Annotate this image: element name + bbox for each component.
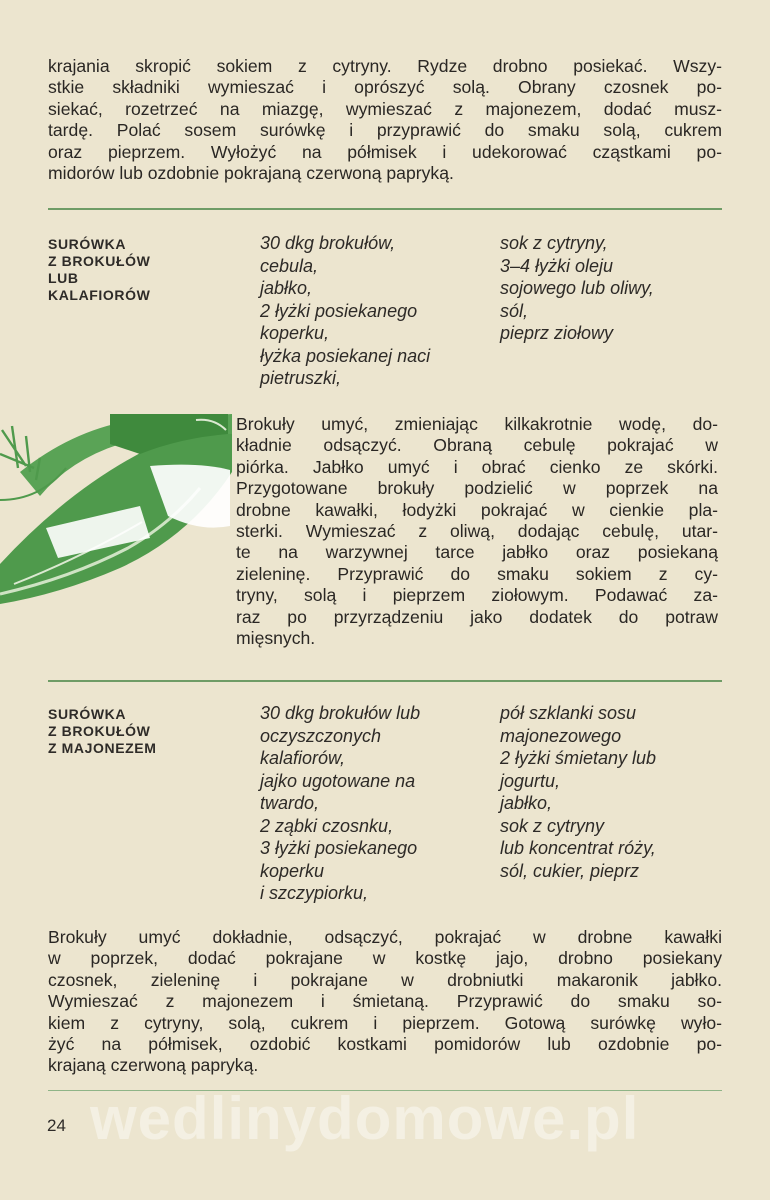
text-line: Brokuły umyć dokładnie, odsączyć, pokrajać w drobne kawałki (48, 927, 722, 947)
text-line: te na warzywnej tarce jabłko oraz posiekaną (236, 542, 718, 563)
text-line: Brokuły umyć, zmieniając kilkakrotnie wodę, do- (236, 414, 718, 434)
ingredient-item: lub koncentrat róży, (500, 838, 656, 858)
text-line: kładnie odsączyć. Obraną cebulę pokrajać w (236, 435, 718, 456)
title-line: SURÓWKA (48, 236, 127, 252)
ingredient-item: 3–4 łyżki oleju (500, 255, 614, 276)
broccoli-salad-illustration (0, 408, 232, 606)
title-line: Z BROKUŁÓW (48, 723, 151, 739)
text-line: tryny, solą i pieprzem ziołowym. Podawać za- (236, 585, 718, 606)
text-line: midorów lub ozdobnie pokrajaną czerwoną papryką. (48, 163, 454, 184)
ingredient-item: sok z cytryny (500, 815, 605, 836)
text-line: krajaną czerwoną papryką. (48, 1055, 259, 1076)
ingredient-item: łyżka posiekanej naci (260, 345, 431, 366)
ingredient-item: 2 łyżki posiekanego (260, 300, 418, 321)
ingredient-item: pół szklanki sosu (500, 703, 637, 723)
ingredient-item: pietruszki, (260, 368, 342, 388)
watermark: wedlinydomowe.pl (90, 1085, 640, 1152)
ingredient-item: sól, (500, 300, 529, 321)
text-line: zieleninę. Przyprawić do smaku sokiem z cy- (236, 563, 718, 584)
text-line: czosnek, zieleninę i pokrajane w drobniutki makaronik jabłko. (48, 969, 722, 990)
ingredient-item: majonezowego (500, 725, 622, 746)
text-line: oraz pieprzem. Wyłożyć na półmisek i udekorować cząstkami po- (48, 141, 722, 162)
text-line: w poprzek, dodać pokrajane w kostkę jajo, drobno posiekany (48, 948, 722, 969)
ingredient-item: 30 dkg brokułów lub (260, 703, 421, 723)
ingredient-item: twardo, (260, 793, 320, 813)
ingredient-item: i szczypiorku, (260, 883, 369, 903)
ingredient-item: oczyszczonych (260, 725, 382, 746)
intro-paragraph (48, 56, 722, 184)
ingredient-item: kalafiorów, (260, 748, 346, 768)
text-line: Wymieszać z majonezem i śmietaną. Przyprawić do smaku so- (48, 991, 722, 1012)
title-line: SURÓWKA (48, 706, 127, 722)
text-line: kiem z cytryny, solą, cukrem i pieprzem. Gotową surówkę wyło- (48, 1012, 722, 1033)
text-line: mięsnych. (236, 628, 316, 649)
ingredient-item: cebula, (260, 255, 319, 276)
ingredient-item: 3 łyżki posiekanego (260, 838, 418, 858)
recipe1-ingredients-left (260, 232, 430, 390)
title-line: KALAFIORÓW (48, 287, 151, 303)
recipe2-method (48, 927, 722, 1077)
text-line: sterki. Wymieszać z oliwą, dodając cebulę, utar- (236, 521, 718, 542)
ingredient-item: jabłko, (500, 793, 553, 813)
title-line: Z BROKUŁÓW (48, 253, 151, 269)
title-line: Z MAJONEZEM (48, 740, 157, 756)
recipe1-ingredients-right (500, 232, 654, 345)
text-line: piórka. Jabłko umyć i obrać cienko ze skórki. (236, 456, 718, 477)
ingredient-item: sojowego lub oliwy, (500, 278, 654, 298)
text-line: krajania skropić sokiem z cytryny. Rydze drobno posiekać. Wszy- (48, 56, 722, 76)
ingredient-item: 2 ząbki czosnku, (260, 815, 394, 836)
text-line: drobne kawałki, łodyżki pokrajać w cienkie pla- (236, 499, 718, 520)
recipe2-ingredients-right (500, 702, 656, 882)
ingredient-item: pieprz ziołowy (500, 323, 614, 343)
ingredient-item: sól, cukier, pieprz (500, 860, 640, 881)
ingredient-item: koperku, (260, 323, 330, 343)
section-divider-1 (48, 208, 722, 210)
recipe1-title (48, 236, 150, 304)
section-divider-2 (48, 680, 722, 682)
text-line: tardę. Polać sosem surówkę i przyprawić do smaku solą, cukrem (48, 120, 722, 141)
title-line: LUB (48, 270, 79, 286)
text-line: Przygotowane brokuły podzielić w poprzek na (236, 478, 718, 499)
ingredient-item: koperku (260, 860, 325, 881)
ingredient-item: 2 łyżki śmietany lub (500, 748, 657, 768)
text-line: siekać, rozetrzeć na miazgę, wymieszać z majonezem, dodać musz- (48, 98, 722, 119)
ingredient-item: jabłko, (260, 278, 313, 298)
recipe2-ingredients-left (260, 702, 420, 905)
text-line: stkie składniki wymieszać i oprószyć solą. Obrany czosnek po- (48, 77, 722, 98)
ingredient-item: 30 dkg brokułów, (260, 233, 396, 253)
ingredient-item: jajko ugotowane na (260, 770, 416, 791)
text-line: raz po przyrządzeniu jako dodatek do potraw (236, 606, 718, 627)
ingredient-item: jogurtu, (500, 770, 561, 791)
recipe1-method (236, 414, 718, 649)
ingredient-item: sok z cytryny, (500, 233, 608, 253)
text-line: żyć na półmisek, ozdobić kostkami pomidorów lub ozdobnie po- (48, 1034, 722, 1055)
page-number: 24 (47, 1116, 66, 1135)
recipe2-title (48, 706, 157, 757)
